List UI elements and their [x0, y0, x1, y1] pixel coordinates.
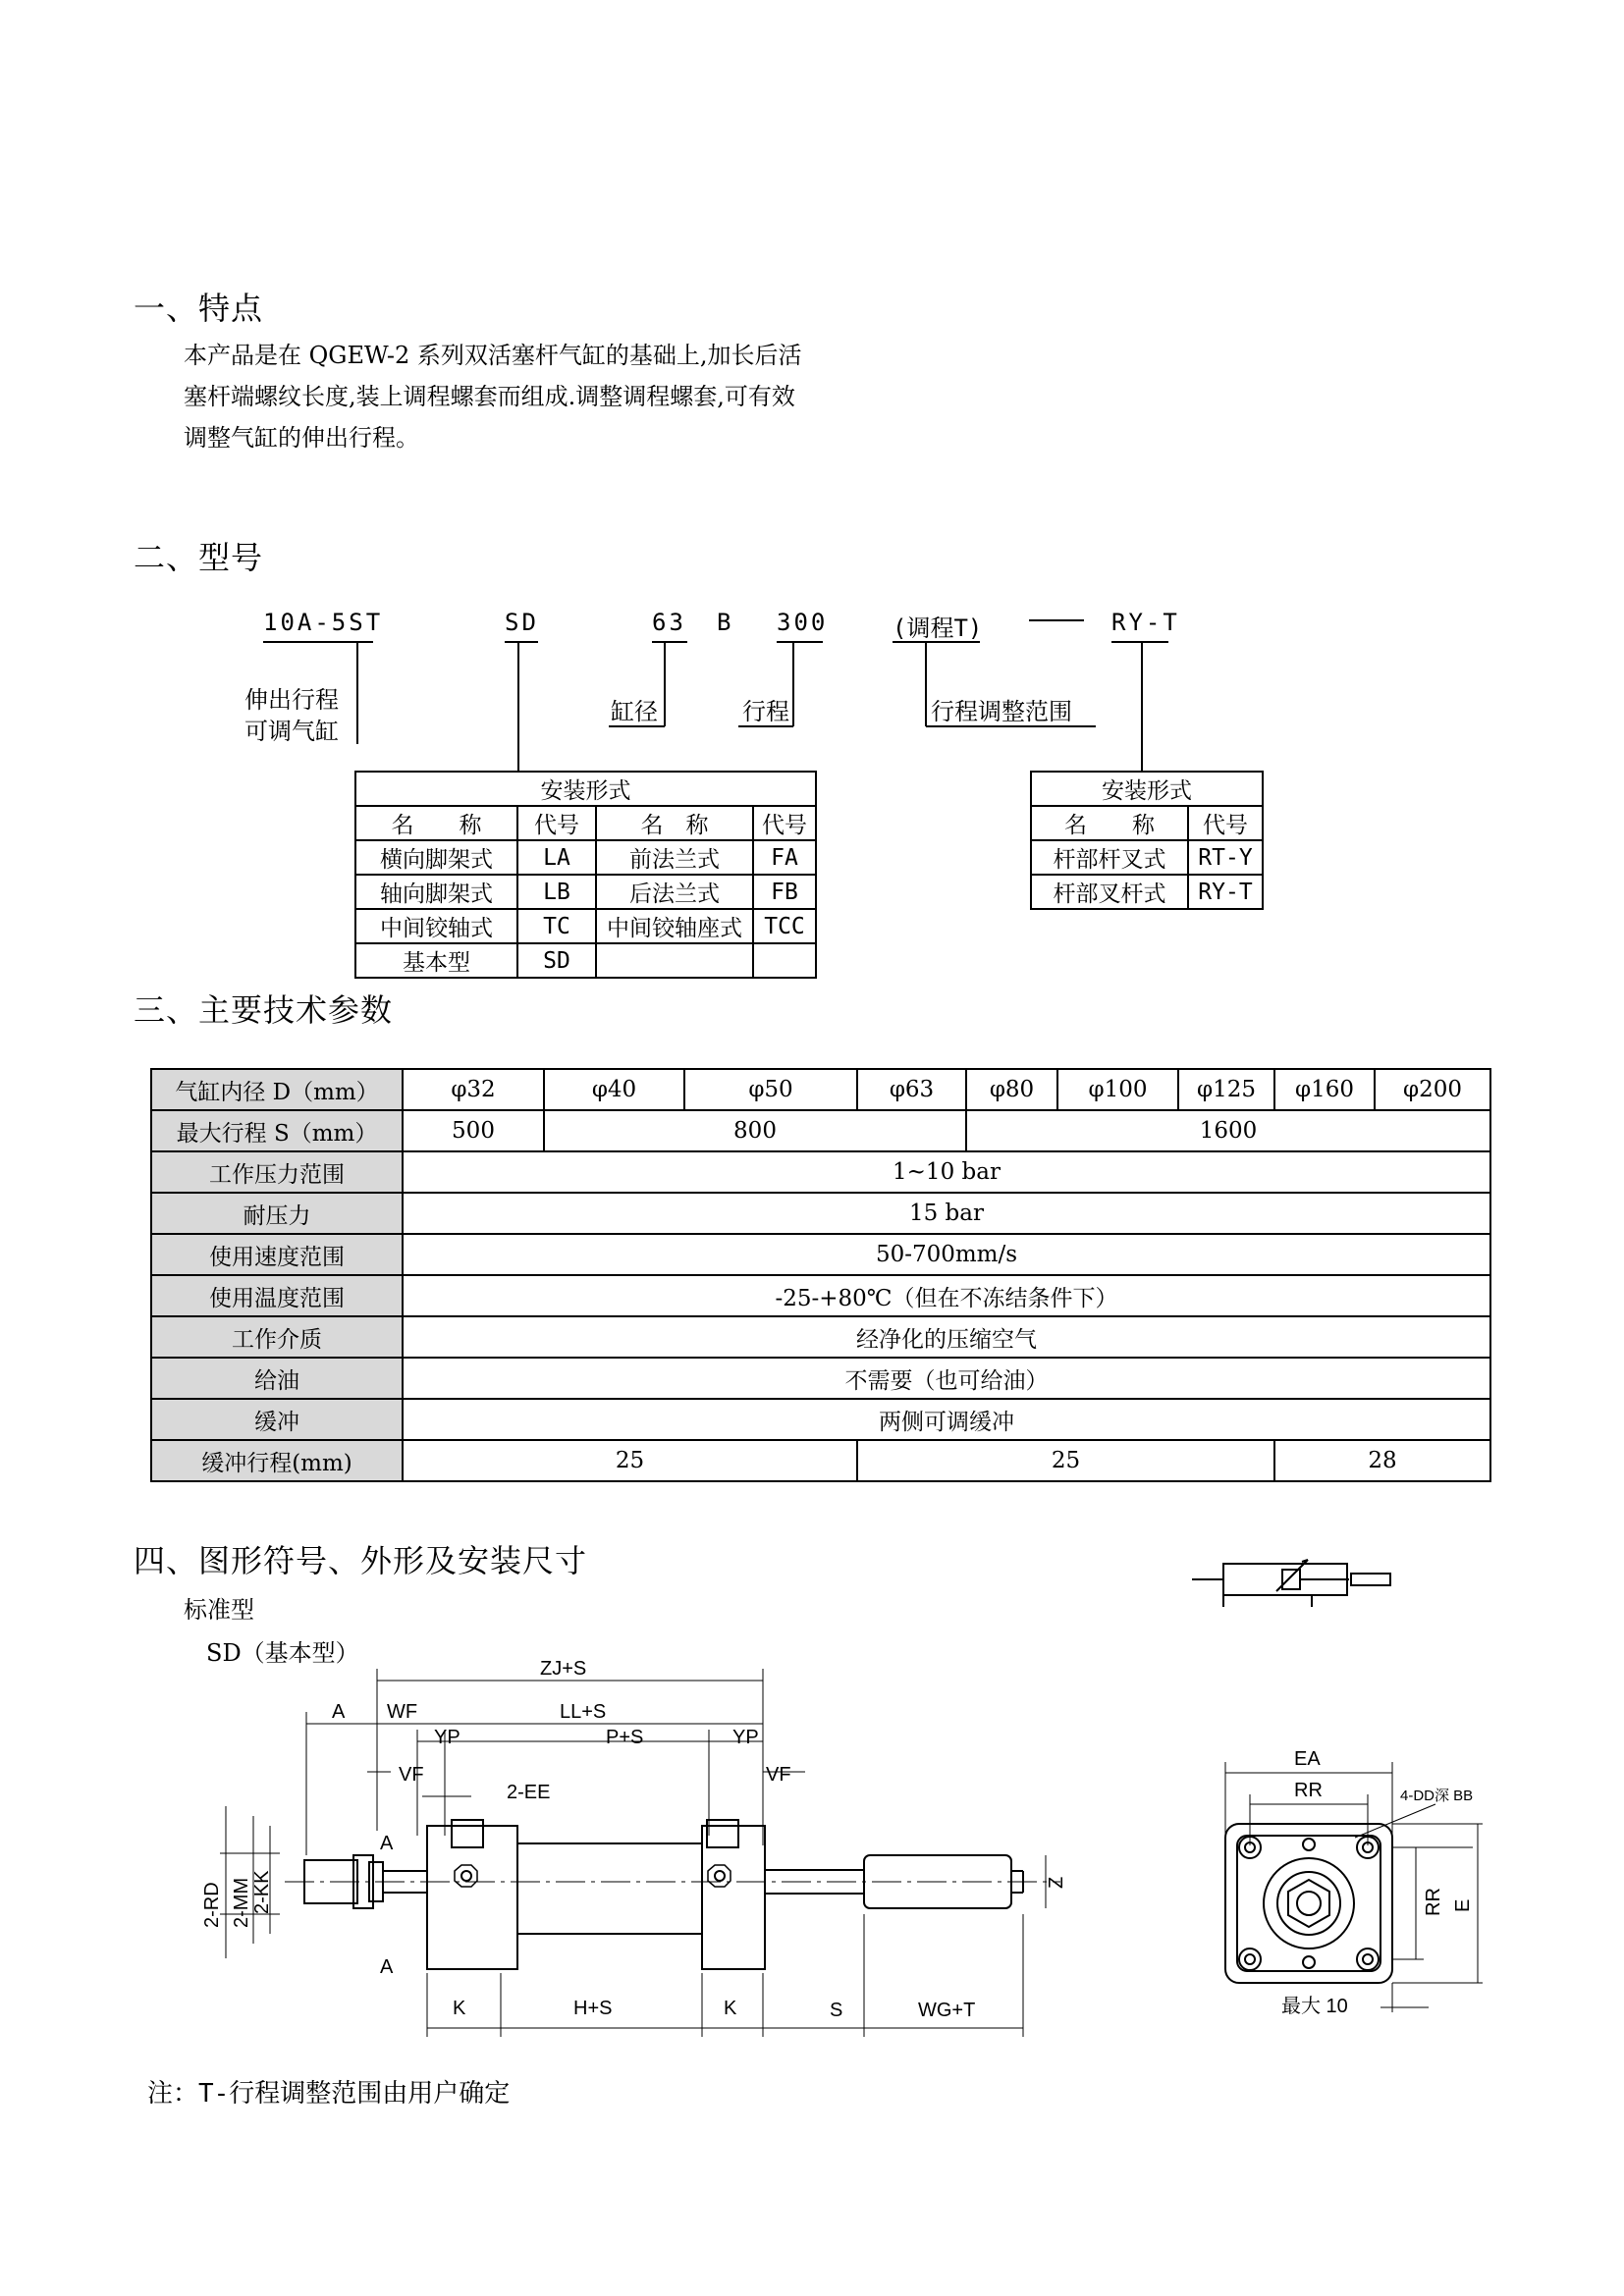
model-code-rod: RY-T [1111, 609, 1180, 636]
dim-max10: 最大 10 [1281, 1996, 1348, 2017]
dim-dd: 4-DD深 BB [1400, 1788, 1474, 1804]
param-value: 1~10 bar [403, 1151, 1490, 1193]
param-value: 经净化的压缩空气 [403, 1316, 1490, 1358]
table-cell: 中间铰轴座式 [596, 909, 753, 943]
cushion-value: 28 [1274, 1440, 1490, 1481]
mount-header: 名 称 [596, 806, 753, 840]
sd-basic-label: SD（基本型） [206, 1639, 359, 1667]
stroke-label: 最大行程 S（mm） [151, 1110, 403, 1151]
rod-mount-header: 代号 [1188, 806, 1263, 840]
bore-value: φ32 [403, 1069, 544, 1110]
label-adjust-range: 行程调整范围 [931, 698, 1072, 725]
model-code-stroke: 300 [777, 609, 829, 636]
table-cell [596, 943, 753, 978]
rod-mount-header: 名 称 [1031, 806, 1188, 840]
dim-e: E [1452, 1898, 1474, 1912]
dim-ll: LL+S [560, 1701, 607, 1723]
dim-wf: WF [387, 1701, 418, 1723]
bore-value: φ40 [544, 1069, 684, 1110]
mount-header: 代号 [517, 806, 596, 840]
footnote: 注：T-行程调整范围由用户确定 [147, 2079, 511, 2109]
cylinder-end-view-drawing [1208, 1737, 1502, 2032]
dim-ee: 2-EE [507, 1782, 551, 1803]
label-bore: 缸径 [611, 698, 658, 725]
table-cell: 轴向脚架式 [355, 875, 517, 909]
dim-hs: H+S [573, 1998, 613, 2019]
standard-type-label: 标准型 [184, 1596, 254, 1624]
bore-value: φ200 [1375, 1069, 1490, 1110]
table-cell: RT-Y [1188, 840, 1263, 875]
bore-value: φ100 [1057, 1069, 1178, 1110]
label-stroke: 行程 [742, 698, 789, 725]
table-cell: 横向脚架式 [355, 840, 517, 875]
param-label: 缓冲 [151, 1399, 403, 1440]
dim-yp-right: YP [732, 1727, 759, 1748]
bore-label: 气缸内径 D（mm） [151, 1069, 403, 1110]
rod-mounting-table [1030, 771, 1264, 910]
dim-vf-left: VF [399, 1764, 424, 1786]
mounting-type-table [354, 771, 817, 979]
dim-kk: 2-KK [251, 1870, 273, 1914]
dim-yp-left: YP [434, 1727, 460, 1748]
cushion-value: 25 [857, 1440, 1274, 1481]
feature-line-2: 塞杆端螺纹长度,装上调程螺套而组成.调整调程螺套,可有效 [184, 383, 795, 410]
param-value: 不需要（也可给油） [403, 1358, 1490, 1399]
param-value: -25-+80℃（但在不冻结条件下） [403, 1275, 1490, 1316]
stroke-value: 800 [544, 1110, 966, 1151]
table-cell: RY-T [1188, 875, 1263, 909]
bore-value: φ80 [966, 1069, 1057, 1110]
param-label: 使用速度范围 [151, 1234, 403, 1275]
section-a-bottom: A [380, 1956, 394, 1978]
stroke-value: 500 [403, 1110, 544, 1151]
dim-ea: EA [1294, 1748, 1321, 1770]
section-2-title: 二、型号 [134, 539, 264, 576]
dim-zj: ZJ+S [540, 1658, 587, 1680]
mount-title: 安装形式 [355, 772, 816, 806]
table-cell: 前法兰式 [596, 840, 753, 875]
feature-line-3: 调整气缸的伸出行程。 [184, 424, 419, 452]
dim-rr-top: RR [1294, 1780, 1323, 1801]
section-1-title: 一、特点 [134, 290, 264, 327]
model-code-b: B [717, 609, 731, 636]
table-cell: LB [517, 875, 596, 909]
dim-wg: WG+T [918, 2000, 976, 2021]
table-cell: FB [753, 875, 816, 909]
label-adjustable-cylinder: 可调气缸 [244, 718, 339, 745]
bore-value: φ50 [684, 1069, 857, 1110]
table-cell: LA [517, 840, 596, 875]
table-cell: FA [753, 840, 816, 875]
table-cell: 杆部杆叉式 [1031, 840, 1188, 875]
dim-vf-right: VF [766, 1764, 791, 1786]
bore-value: φ125 [1178, 1069, 1274, 1110]
model-code-mount: SD [505, 609, 539, 636]
stroke-value: 1600 [966, 1110, 1490, 1151]
spec-table [150, 1068, 1491, 1482]
mount-header: 名 称 [355, 806, 517, 840]
table-cell: 杆部叉杆式 [1031, 875, 1188, 909]
dim-mm: 2-MM [231, 1877, 252, 1928]
model-code-adjust: (调程T) [893, 614, 983, 642]
param-label: 给油 [151, 1358, 403, 1399]
model-code-bore: 63 [652, 609, 686, 636]
cushion-value: 25 [403, 1440, 857, 1481]
rod-mount-title: 安装形式 [1031, 772, 1263, 806]
dim-z: Z [1046, 1876, 1067, 1889]
bore-value: φ160 [1274, 1069, 1375, 1110]
model-code-series: 10A-5ST [263, 609, 384, 636]
feature-line-1: 本产品是在 QGEW-2 系列双活塞杆气缸的基础上,加长后活 [184, 342, 802, 369]
section-3-title: 三、主要技术参数 [134, 991, 394, 1029]
param-value: 两侧可调缓冲 [403, 1399, 1490, 1440]
table-cell: TC [517, 909, 596, 943]
table-cell: 中间铰轴式 [355, 909, 517, 943]
dim-a-top: A [332, 1701, 346, 1723]
dim-k-right: K [724, 1998, 737, 2019]
param-label: 工作压力范围 [151, 1151, 403, 1193]
param-value: 15 bar [403, 1193, 1490, 1234]
table-cell: SD [517, 943, 596, 978]
label-extend-stroke: 伸出行程 [244, 686, 339, 714]
cushion-label: 缓冲行程(mm) [151, 1440, 403, 1481]
table-cell: 基本型 [355, 943, 517, 978]
table-cell: 后法兰式 [596, 875, 753, 909]
dim-ps: P+S [606, 1727, 644, 1748]
bore-value: φ63 [857, 1069, 966, 1110]
param-value: 50-700mm/s [403, 1234, 1490, 1275]
dim-rr-side: RR [1423, 1888, 1444, 1916]
dim-rd: 2-RD [201, 1882, 223, 1928]
section-a-top: A [380, 1833, 394, 1854]
param-label: 耐压力 [151, 1193, 403, 1234]
param-label: 使用温度范围 [151, 1275, 403, 1316]
table-cell [753, 943, 816, 978]
cylinder-graphic-symbol [1186, 1546, 1402, 1610]
table-cell: TCC [753, 909, 816, 943]
dim-s: S [830, 2000, 843, 2021]
dim-k-left: K [453, 1998, 466, 2019]
mount-header: 代号 [753, 806, 816, 840]
cylinder-side-view-drawing [177, 1649, 1080, 2042]
param-label: 工作介质 [151, 1316, 403, 1358]
section-4-title: 四、图形符号、外形及安装尺寸 [134, 1542, 588, 1579]
